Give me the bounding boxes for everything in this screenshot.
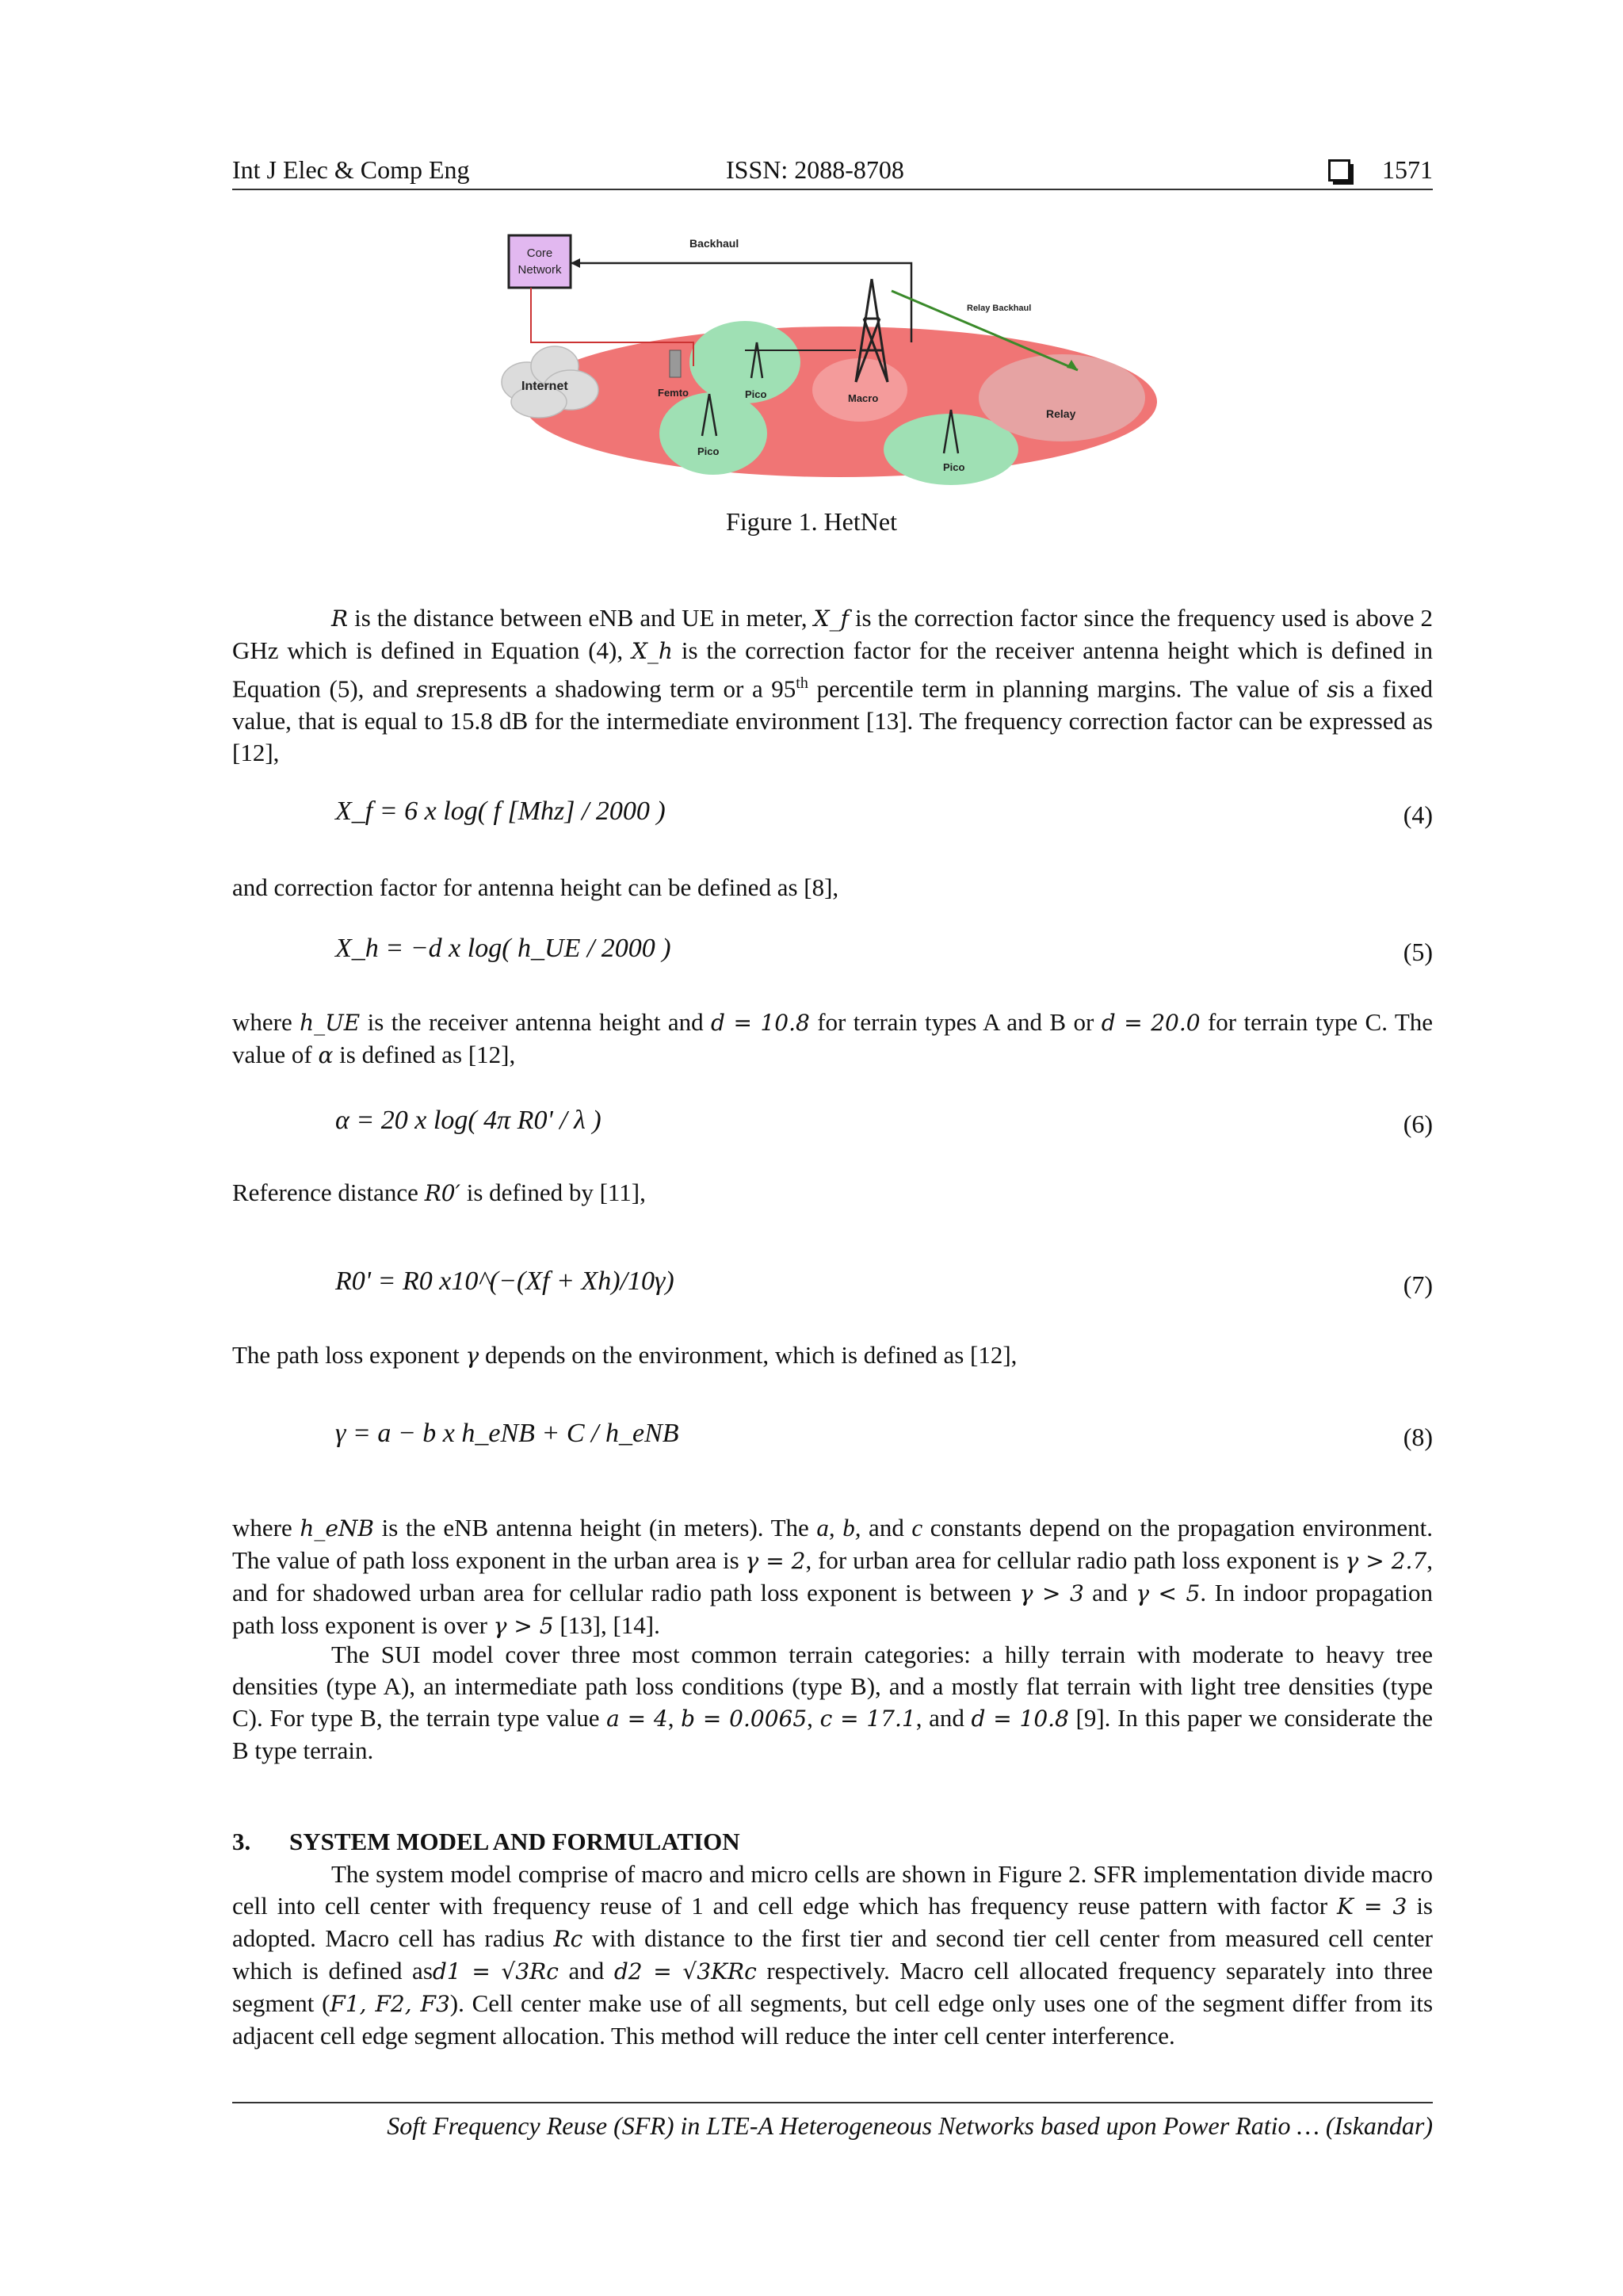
text: is the eNB antenna height (in meters). The	[374, 1514, 817, 1541]
femto-icon	[670, 350, 681, 377]
math-g5b: γ > 5	[493, 1613, 554, 1639]
macro-inner	[812, 358, 907, 422]
text: a, b,	[816, 1514, 861, 1541]
text: where	[232, 1514, 300, 1541]
relay-cell	[979, 354, 1145, 441]
pico-bottom-right-label: Pico	[943, 461, 965, 473]
equation-6: α = 20 x log( 4π R0' / λ )	[335, 1106, 601, 1135]
math-d2: d2 = √3KRc	[613, 1958, 757, 1985]
text: and	[1083, 1579, 1136, 1606]
paragraph-sui-model	[232, 1639, 1433, 1767]
text: [13], [14].	[553, 1611, 660, 1639]
equation-8: γ = a − b x h_eNB + C / h_eNB	[335, 1419, 679, 1448]
math-gamma: γ	[465, 1343, 479, 1369]
journal-name: Int J Elec & Comp Eng	[232, 155, 470, 184]
femto-label: Femto	[658, 387, 689, 399]
math-c171: c = 17.1	[819, 1706, 916, 1732]
math-s: s	[1327, 676, 1338, 703]
paragraph-eq5-intro: and correction factor for antenna height can be defined as [8],	[232, 873, 839, 901]
relay-label: Relay	[1046, 407, 1076, 420]
equation-6-number: (6)	[1403, 1110, 1433, 1138]
paragraph-gamma	[232, 1339, 1433, 1372]
text: The system model comprise of macro and micro cells are shown in Figure 2. SFR implementation divide macro cell into cell center with frequency reuse of 1 and cell edge which has frequency reuse pattern with factor	[232, 1860, 1433, 1920]
superscript: th	[796, 674, 808, 692]
math-Xh: X_h	[631, 638, 673, 664]
pico-cell-bottom-left	[659, 392, 767, 475]
math-K3: K = 3	[1336, 1893, 1407, 1920]
text: and	[558, 1957, 614, 1985]
text: , and for shadowed urban area for cellular radio path loss exponent is between	[232, 1546, 1433, 1606]
math-s: s	[416, 676, 428, 703]
relay-backhaul-label: Relay Backhaul	[967, 304, 1032, 313]
section-heading	[232, 1828, 740, 1856]
pico-top-label: Pico	[745, 388, 767, 400]
core-network-box	[509, 235, 571, 288]
text: depends on the environment, which is defined as [12],	[479, 1341, 1018, 1369]
math-F: F1, F2, F3	[330, 1991, 450, 2017]
paragraph-path-loss	[232, 1512, 1433, 1642]
network-label: Network	[517, 263, 562, 277]
equation-5-number: (5)	[1403, 938, 1433, 966]
text: The path loss exponent	[232, 1341, 466, 1369]
math-d1: d1 = √3Rc	[432, 1958, 559, 1985]
text: constants depend on the propagation environment. The value of path loss exponent in the urban area is	[232, 1514, 1434, 1574]
page-number-group	[1328, 155, 1433, 185]
paragraph-system-model	[232, 1859, 1433, 2052]
text: c	[911, 1514, 923, 1541]
pico-bottom-left-label: Pico	[697, 445, 720, 457]
math-R0prime: R0′	[424, 1180, 460, 1206]
text: is the correction factor since the frequency used is above 2 GHz which is defined in Equation (4),	[232, 604, 1433, 664]
math-d200: d = 20.0	[1101, 1010, 1201, 1036]
text: is defined as [12],	[333, 1041, 516, 1068]
text: is the receiver antenna height and	[360, 1008, 711, 1036]
math-g27: γ > 2.7	[1345, 1548, 1427, 1574]
text: and	[861, 1514, 912, 1541]
box-icon	[1328, 159, 1350, 181]
paragraph-alpha	[232, 1007, 1433, 1072]
backhaul-arrow	[571, 258, 580, 268]
text: ). Cell center make use of all segments, but cell edge only uses one of the segment differ from its adjacent cell edge segment allocation. This method will reduce the inter cell center interference.	[232, 1989, 1434, 2050]
text: where	[232, 1008, 300, 1036]
math-R: R	[331, 606, 349, 632]
math-Rc: Rc	[553, 1926, 583, 1952]
macro-label: Macro	[848, 392, 879, 404]
math-alpha: α	[318, 1042, 334, 1068]
text: for terrain type C. The value of	[232, 1008, 1434, 1068]
equation-4-number: (4)	[1403, 800, 1433, 829]
equation-7-number: (7)	[1403, 1270, 1433, 1299]
math-d108b: d = 10.8	[971, 1706, 1069, 1732]
math-d108: d = 10.8	[711, 1010, 810, 1036]
math-heNB: h_eNB	[300, 1515, 375, 1541]
text: The SUI model cover three most common terrain categories: a hilly terrain with moderate to heavy tree densities (type A), an intermediate path loss conditions (type B), and a mostly flat terrain with light tree densities (type C). For type B, the terrain type value	[232, 1641, 1433, 1732]
text: respectively. Macro cell allocated frequency separately into three segment (	[232, 1957, 1434, 2017]
math-g2: γ = 2	[745, 1548, 806, 1574]
text: ,	[667, 1704, 682, 1732]
text: is the correction factor for the receiver antenna height which is defined in Equation (5), and	[232, 636, 1433, 703]
text: represents a shadowing term or a 95	[427, 674, 796, 703]
math-g5: γ < 5	[1136, 1580, 1201, 1606]
paragraph-definitions	[232, 602, 1433, 769]
core-label: Core	[526, 246, 553, 260]
equation-8-number: (8)	[1403, 1423, 1433, 1451]
text: Reference distance	[232, 1179, 425, 1206]
section-number: 3.	[232, 1828, 251, 1855]
text: percentile term in planning margins. The value of	[808, 674, 1327, 703]
text: is a fixed value, that is equal to 15.8 dB for the intermediate environment [13]. The frequency correction factor can be expressed as [12],	[232, 674, 1433, 767]
math-b0065: b = 0.0065	[681, 1706, 808, 1732]
text: with distance to the first tier and second tier cell center from measured cell center which is defined as	[232, 1924, 1433, 1985]
backhaul-label: Backhaul	[689, 237, 739, 250]
internet-label: Internet	[521, 380, 568, 393]
text: is defined by [11],	[460, 1179, 646, 1206]
text: is adopted. Macro cell has radius	[232, 1892, 1433, 1952]
hetnet-figure	[499, 223, 1157, 485]
text: ,	[807, 1704, 820, 1732]
equation-5: X_h = −d x log( h_UE / 2000 )	[335, 934, 671, 963]
section-title: SYSTEM MODEL AND FORMULATION	[289, 1828, 740, 1855]
text: . In indoor propagation path loss exponent is over	[232, 1579, 1434, 1639]
running-header	[232, 152, 1433, 190]
text: is the distance between eNB and UE in meter,	[348, 604, 814, 632]
figure-caption: Figure 1. HetNet	[726, 507, 897, 536]
issn: ISSN: 2088-8708	[726, 155, 904, 184]
text: for terrain types A and B or	[809, 1008, 1102, 1036]
math-Xf: X_f	[813, 606, 849, 632]
page-number: 1571	[1382, 155, 1433, 184]
math-a4: a = 4	[606, 1706, 668, 1732]
text: , for urban area for cellular radio path loss exponent is	[805, 1546, 1346, 1574]
running-footer: Soft Frequency Reuse (SFR) in LTE-A Heterogeneous Networks based upon Power Ratio … (Iskandar)	[232, 2102, 1433, 2141]
text: , and	[915, 1704, 972, 1732]
equation-4: X_f = 6 x log( f [Mhz] / 2000 )	[335, 797, 666, 826]
text: [9]. In this paper we considerate the B type terrain.	[232, 1704, 1434, 1764]
math-hUE: h_UE	[300, 1010, 361, 1036]
math-g3: γ > 3	[1019, 1580, 1084, 1606]
equation-7: R0' = R0 x10^(−(Xf + Xh)/10γ)	[335, 1266, 674, 1296]
paragraph-reference-distance	[232, 1177, 1433, 1209]
